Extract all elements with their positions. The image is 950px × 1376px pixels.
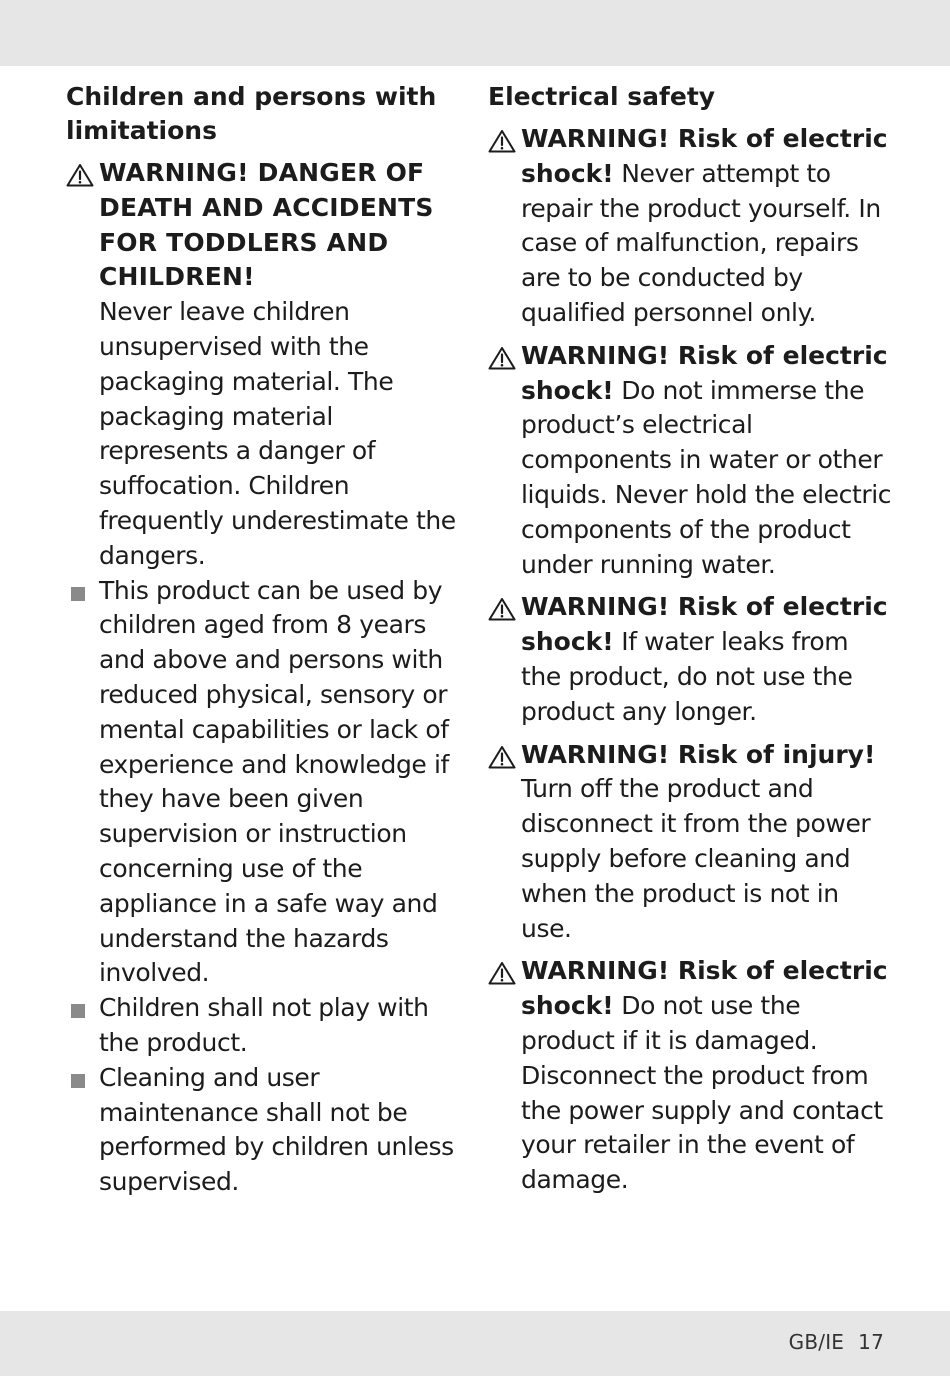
warning-triangle-icon <box>488 961 516 985</box>
warning-children <box>66 156 466 574</box>
warning-triangle-icon <box>488 129 516 153</box>
warning-text: Turn off the product and disconnect it from the power supply before cleaning and when the product is not in use. <box>521 774 871 943</box>
warning-item <box>488 339 893 583</box>
warning-item <box>488 590 893 729</box>
footer-region: GB/IE <box>788 1330 845 1354</box>
square-bullet-icon <box>71 587 85 601</box>
list-item-text: Children shall not play with the product. <box>99 993 429 1057</box>
page-footer <box>789 1330 884 1354</box>
warning-item <box>488 954 893 1198</box>
list-item-text: This product can be used by children aged from 8 years and above and persons with reduced physical, sensory or mental capabilities or lack of experience and knowledge if they have been given supervision or instruction concerning use of the appliance in a safe way and understand the hazards involved. <box>99 575 449 988</box>
warning-title: WARNING! Risk of injury! <box>521 739 876 769</box>
warning-item <box>488 738 893 947</box>
section-heading-electrical: Electrical safety <box>488 82 716 111</box>
warning-text: Never attempt to repair the product yourself. In case of malfunction, repairs are to be conducted by qualified personnel only. <box>521 158 881 327</box>
warning-text: Never leave children unsupervised with the packaging material. The packaging material represents a danger of suffocation. Children frequently underestimate the dangers. <box>99 297 456 570</box>
left-column <box>66 80 466 1200</box>
square-bullet-icon <box>71 1074 85 1088</box>
list-item <box>66 1061 466 1200</box>
warning-triangle-icon <box>488 346 516 370</box>
list-item <box>66 574 466 992</box>
page-number: 17 <box>858 1330 884 1354</box>
warning-title: WARNING! Risk of electric shock! <box>521 340 888 405</box>
warning-title: WARNING! Risk of electric shock! <box>521 124 888 188</box>
warning-title: WARNING! Risk of electric shock! <box>521 592 888 657</box>
warning-triangle-icon <box>488 597 516 621</box>
warning-text: If water leaks from the product, do not use the product any longer. <box>521 627 853 726</box>
warning-title: WARNING! DANGER OF DEATH AND ACCIDENTS FOR TODDLERS AND CHILDREN! <box>99 158 434 292</box>
warning-item <box>488 122 893 331</box>
list-item <box>66 991 466 1061</box>
warning-title: WARNING! Risk of electric shock! <box>521 956 888 1021</box>
list-item-text: Cleaning and user maintenance shall not be performed by children unless supervised. <box>99 1062 454 1197</box>
warning-text: Do not immerse the product’s electrical components in water or other liquids. Never hold the electric components of the product under running water. <box>521 375 892 579</box>
warning-triangle-icon <box>488 745 516 769</box>
warning-triangle-icon <box>66 163 94 187</box>
section-heading-children: Children and persons with limitations <box>66 82 437 145</box>
header-band <box>0 0 950 66</box>
square-bullet-icon <box>71 1004 85 1018</box>
warning-text: Do not use the product if it is damaged. Disconnect the product from the power supply and contact your retailer in the event of damage. <box>521 991 883 1195</box>
right-column <box>488 80 893 1198</box>
